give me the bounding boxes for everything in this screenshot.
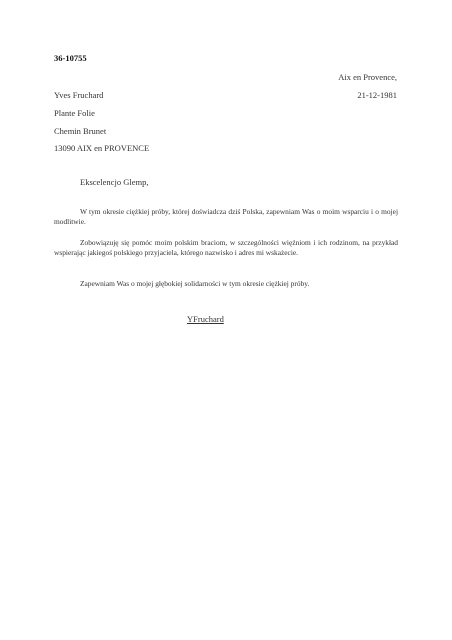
sender-address-line-3: 13090 AIX en PROVENCE	[54, 143, 150, 153]
sender-address-line-2: Chemin Brunet	[54, 126, 107, 136]
body-paragraph-2: Zobowiązuję się pomóc moim polskim braciom, w szczególności więźniom i ich rodzinom, na przykład wspierając jakiegoś polskiego przyjaciela, którego nazwisko i adres mi wskażecie.	[54, 238, 398, 257]
salutation: Ekscelencjo Glemp,	[80, 177, 149, 187]
body-paragraph-1: W tym okresie ciężkiej próby, której doświadcza dziś Polska, zapewniam Was o moim wsparciu i o mojej modlitwie.	[54, 207, 398, 226]
document-reference-number: 36-10755	[54, 53, 87, 63]
letter-date: 21-12-1981	[357, 90, 397, 100]
sender-name: Yves Fruchard	[54, 90, 104, 100]
body-paragraph-3: Zapewniam Was o mojej głębokiej solidarności w tym okresie ciężkiej próby.	[80, 279, 310, 288]
letter-place: Aix en Provence,	[338, 72, 397, 82]
sender-address-line-1: Plante Folie	[54, 108, 95, 118]
signature: YFruchard	[187, 314, 224, 324]
